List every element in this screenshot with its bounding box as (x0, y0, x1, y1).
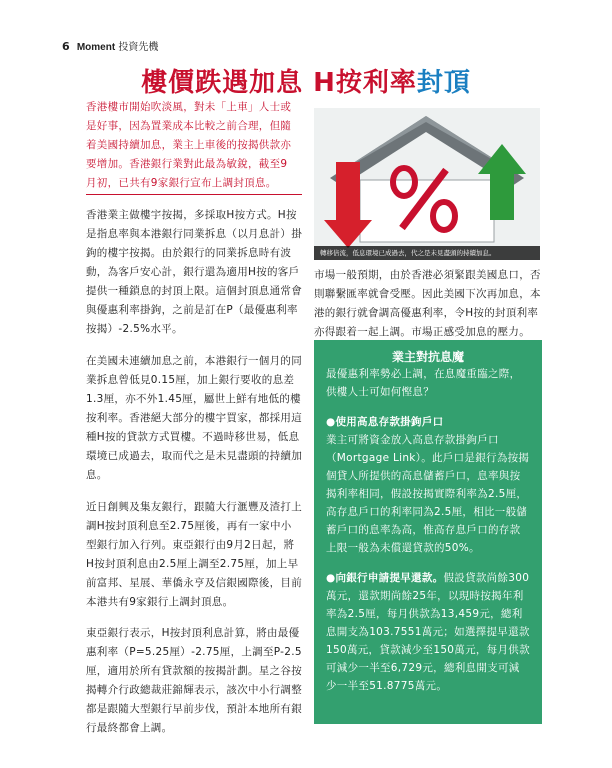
headline-part-2: H按利率 (303, 68, 417, 98)
left-paragraph-2: 在美國未連續加息之前，本港銀行一個月的同業拆息曾低見0.15厘，加上銀行要收的息差1.3厘，亦不外1.45厘，屬世上鮮有地低的樓按利率。香港絕大部分的樓宇買家，都採用這種H按的貸款方式買樓。不過時移世易，低息環境已成過去，取而代之是未見盡頭的持續加息。 (86, 355, 302, 481)
tip-2-body: 假設貸款尚餘300萬元，還款期尚餘25年，以現時按揭年利率為2.5厘，每月供款為13,459元，總利息開支為103.7551萬元；如選擇提早還款150萬元，貸款減少至150萬元，每月供款可減少一半至6,729元，總利息開支可減少一半至51.8775萬元。 (326, 572, 530, 692)
lede-paragraph: 香港樓市開始吹淡風，對未「上車」人士或是好事，因為置業成本比較之前合理，但隨着美國持續加息，業主上車後的按揭供款亦要增加。香港銀行業對此最為敏銳，截至9月初，已共有9家銀行宣布上調封頂息。 (86, 101, 292, 189)
lede-divider (86, 194, 302, 195)
sidebar-title: 業主對抗息魔 (391, 350, 464, 364)
tip-2-heading: ●向銀行申請提早還款。 (326, 572, 444, 584)
page-number: 6 (62, 40, 70, 53)
image-caption: 轉移倍流，低息環境已成過去，代之是未見盡頭的持續加息。 (314, 246, 540, 260)
page-header (62, 38, 158, 53)
right-paragraph: 市場一般預期，由於香港必須緊跟美國息口，否則聯繫匯率就會受壓。因此美國下次再加息，本港的銀行就會調高優惠利率，令H按的封頂利率亦得跟着一起上調。市場正感受加息的壓力。 (314, 269, 541, 338)
magazine-name: Moment (76, 42, 116, 53)
sidebar-intro: 最優惠利率勢必上調，在息魔重臨之際，供樓人士可如何慳息？ (326, 368, 521, 398)
headline-part-3: 封頂 (416, 68, 471, 98)
tip-1-body: 業主可將資金放入高息存款掛鉤戶口（Mortgage Link）。此戶口是銀行為按揭個貸人所提供的高息儲蓄戶口，息率與按揭利率相同，假設按揭實際利率為2.5厘，高存息戶口的利率同為2.5厘，相比一般儲蓄戶口的息率為高，惟高存息戶口的存款上限一般為未償還貸款的50%。 (326, 434, 530, 554)
left-paragraph-3: 近日創興及集友銀行，跟隨大行滙豐及渣打上調H按封頂利息至2.75厘後，再有一家中小型銀行加入行列。東亞銀行由9月2日起，將H按封頂利息由2.5厘上調至2.75厘，加上早前富邦、星展、華僑永亨及信銀國際後，目前本港共有9家銀行上調封頂息。 (86, 501, 302, 608)
left-paragraph-4: 東亞銀行表示，H按封頂利息計算，將由最優惠利率（P=5.25厘）-2.75厘，上調至P-2.5厘，適用於所有貸款額的按揭計劃。星之谷按揭轉介行政總裁莊錦輝表示，該次中小行調整都是跟隨大型銀行早前步伐，預計本地所有銀行最終都會上調。 (86, 627, 302, 734)
section-name: 投資先機 (118, 42, 159, 53)
left-paragraph-1: 香港業主做樓宇按揭，多採取H按方式。H按是指息率與本港銀行同業拆息（以月息計）掛鉤的樓宇按揭。由於銀行的同業拆息時有波動，為客戶安心計，銀行還為適用H按的客戶提供一種鎖息的封頂上限。這個封頂息通常會與優惠利率掛鉤，之前是訂在P（最優惠利率按揭）-2.5%水平。 (86, 209, 302, 335)
headline-part-1: 樓價跌遇加息 (141, 68, 304, 98)
house-rate-icon (314, 108, 540, 260)
tip-1-heading: ●使用高息存款掛鉤戶口 (326, 416, 444, 428)
article-headline (0, 62, 612, 99)
house-percent-illustration (314, 108, 540, 260)
tips-sidebar (314, 340, 542, 724)
